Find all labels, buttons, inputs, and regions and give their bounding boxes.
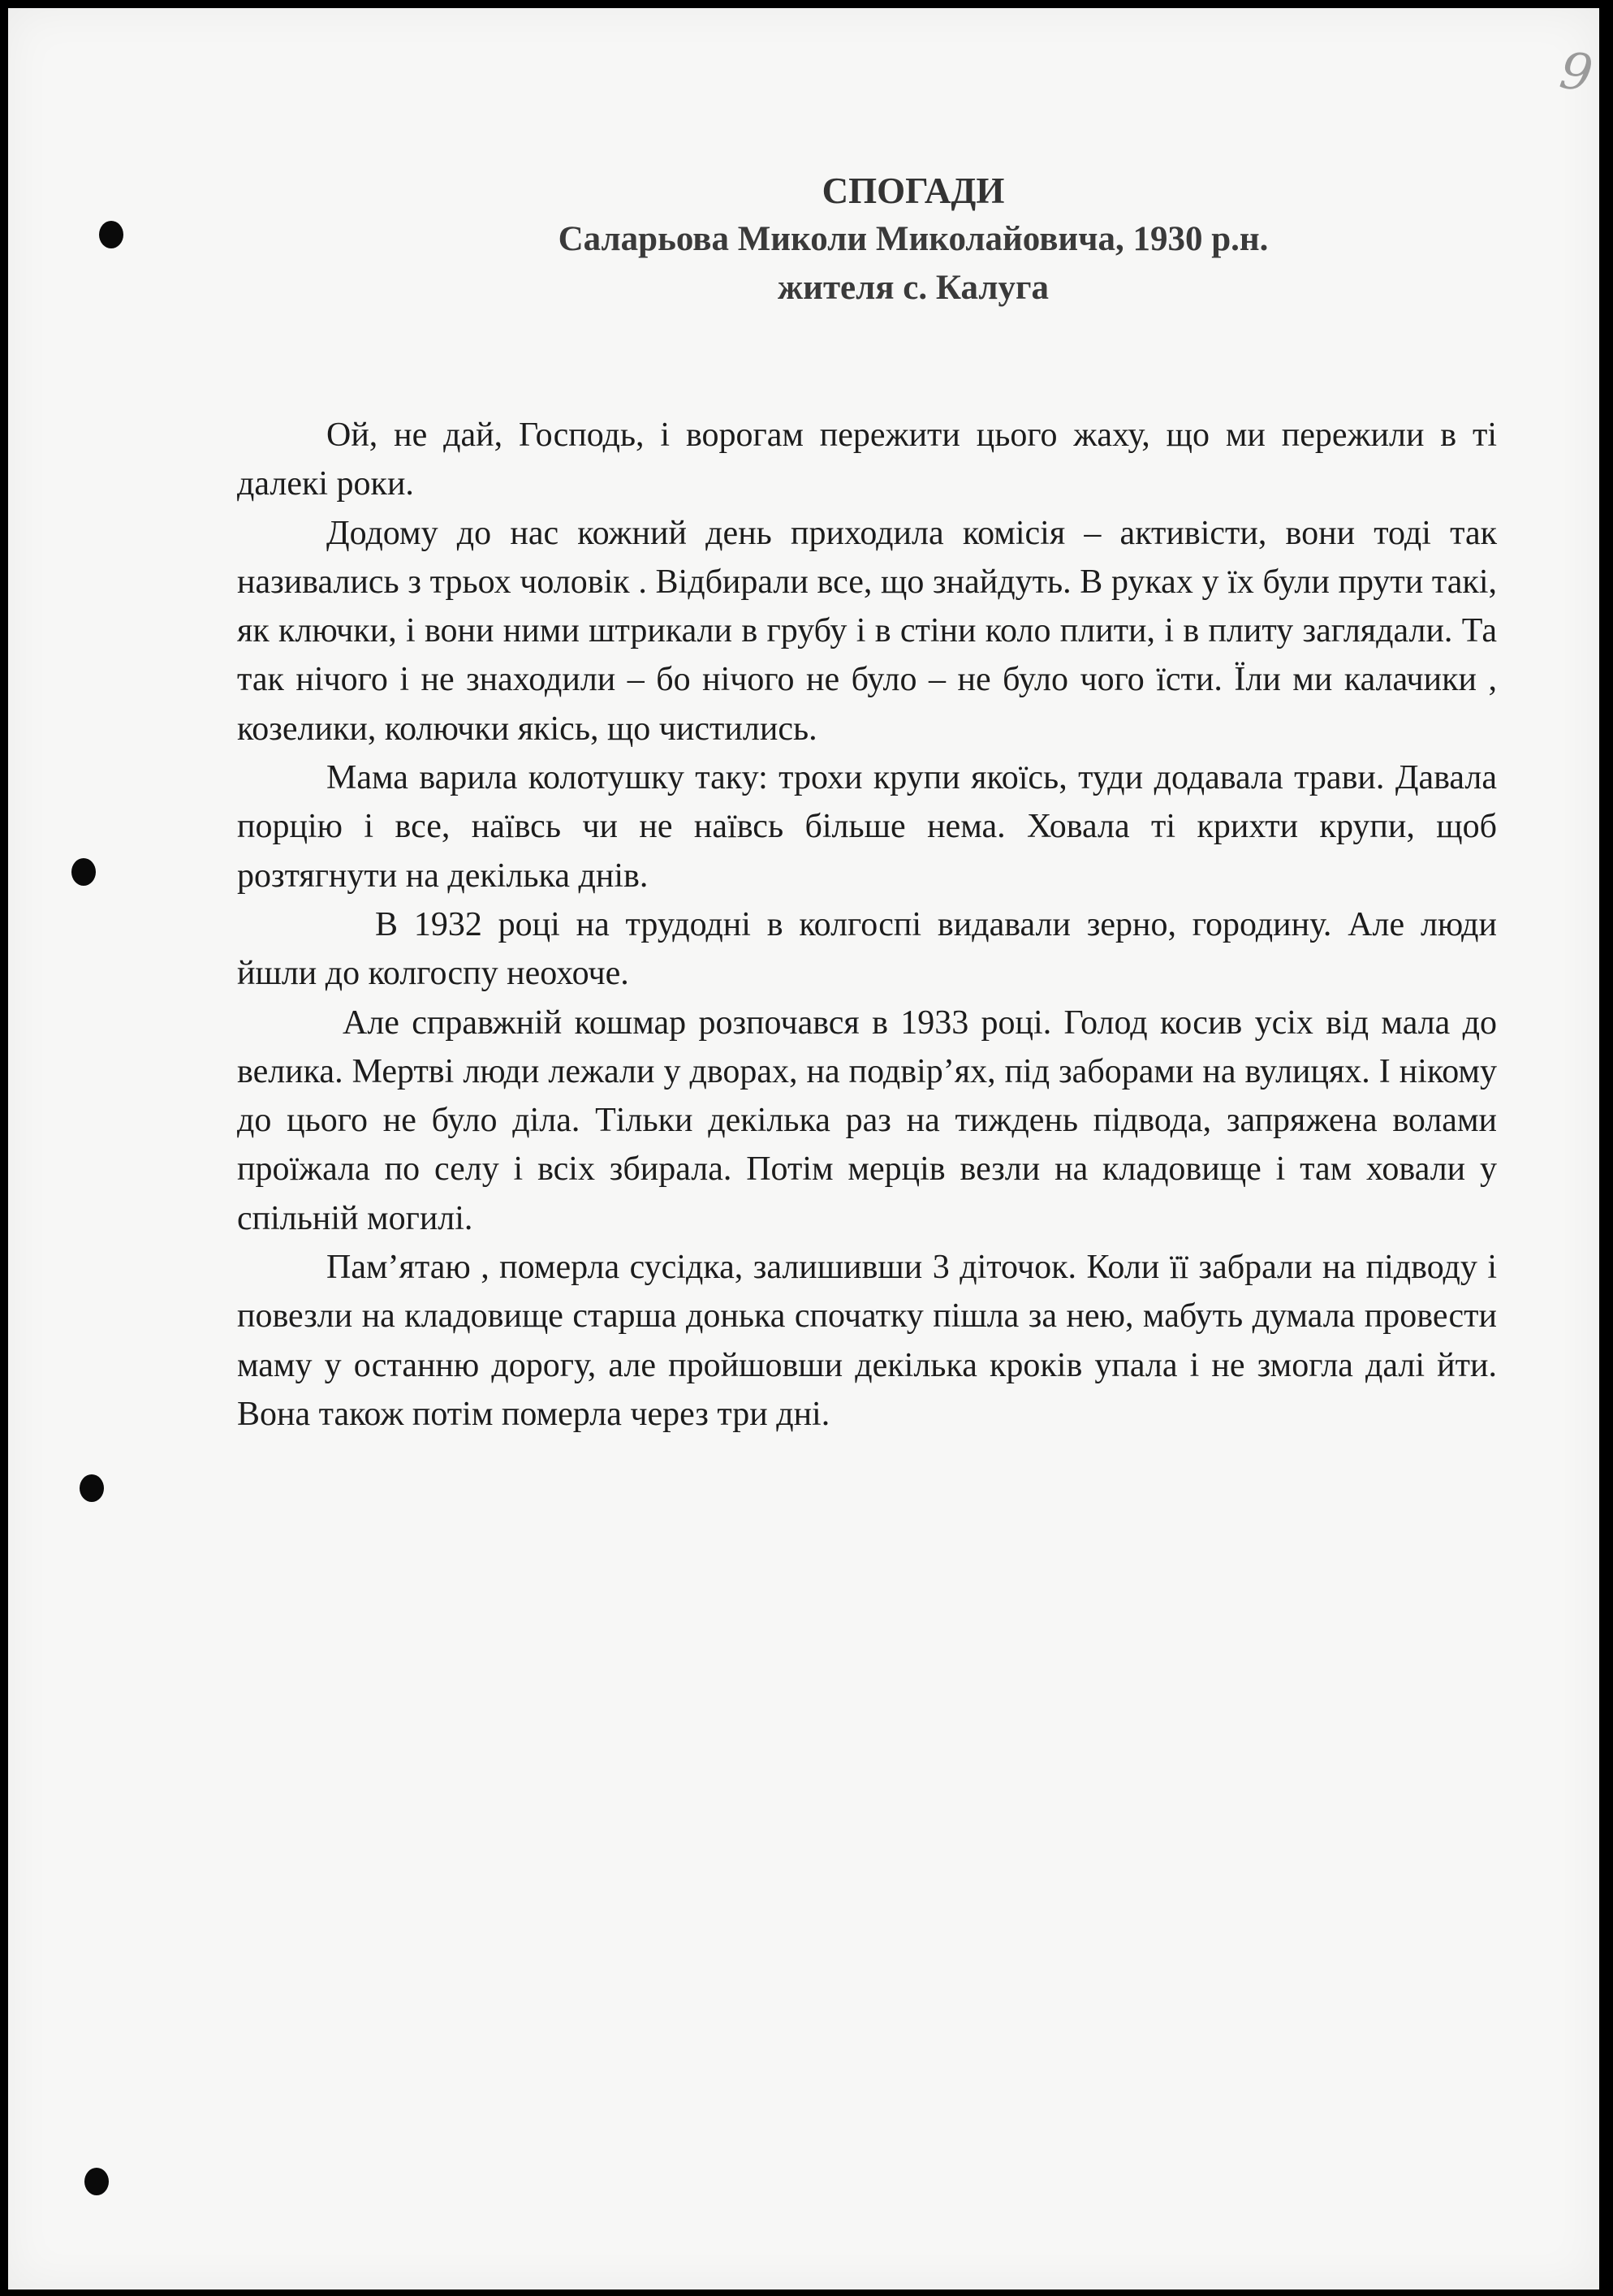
paragraph: Пам’ятаю , померла сусідка, залишивши 3 діточок. Коли її забрали на підводу і повезли на кладовище старша донька спочатку пішла за нею, мабуть думала провести маму у останню дорогу, але пройшовши декілька кроків упала і не змогла далі йти. Вона також потім померла через три дні. xyxy=(237,1249,1497,1433)
document-heading xyxy=(244,166,1583,313)
residence-line: жителя с. Калуга xyxy=(777,269,1050,307)
paragraph: Додому до нас кожний день приходила комісія – активісти, вони тоді так називались з трьох чоловік . Відбирали все, що знайдуть. В руках у їх були прути такі, як ключки, і вони ними штрикали в грубу і в стіни коло плити, і в плиту заглядали. Та так нічого і не знаходили – бо нічого не було – не було чого їсти. Їли ми калачики , козелики, колючки якісь, що чистились. xyxy=(237,514,1497,748)
punch-hole xyxy=(99,221,123,248)
author-line: Саларьова Миколи Миколайовича, 1930 р.н. xyxy=(558,220,1269,258)
document-title: СПОГАДИ xyxy=(822,170,1005,211)
paragraph: Але справжній кошмар розпочався в 1933 році. Голод косив усіх від мала до велика. Мертві люди лежали у дворах, на подвір’ях, під заборами на вулицях. І нікому до цього не було діла. Тільки декілька раз на тиждень підвода, запряжена волами проїжала по селу і всіх збирала. Потім мерців везли на кладовище і там ховали у спільній могилі. xyxy=(237,1003,1497,1237)
page-number: 9 xyxy=(1556,40,1597,104)
punch-hole xyxy=(80,1474,104,1502)
paragraph: Мама варила колотушку таку: трохи крупи якоїсь, туди додавала трави. Давала порцію і все, наївсь чи не наївсь більше нема. Ховала ті крихти крупи, щоб розтягнути на декілька днів. xyxy=(237,759,1497,895)
punch-hole xyxy=(84,2168,109,2195)
memoir-text xyxy=(237,411,1497,1439)
paragraph: В 1932 році на трудодні в колгоспі видавали зерно, городину. Але люди йшли до колгоспу неохоче. xyxy=(237,905,1497,993)
paragraph: Ой, не дай, Господь, і ворогам пережити цього жаху, що ми пережили в ті далекі роки. xyxy=(237,416,1497,503)
punch-hole xyxy=(71,858,96,886)
